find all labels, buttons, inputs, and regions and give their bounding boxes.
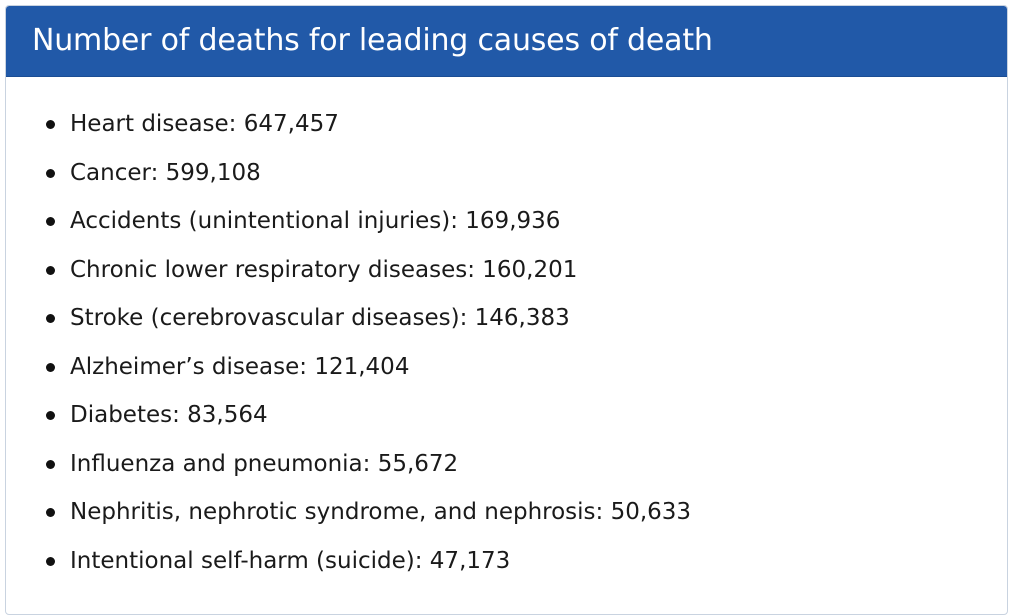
bullet-icon	[46, 120, 55, 129]
cause-label: Cancer: 599,108	[70, 159, 261, 186]
cause-label: Influenza and pneumonia: 55,672	[70, 450, 459, 477]
bullet-icon	[46, 169, 55, 178]
list-item	[6, 391, 691, 440]
panel-title: Number of deaths for leading causes of death	[32, 23, 713, 58]
cause-label: Chronic lower respiratory diseases: 160,201	[70, 256, 578, 283]
bullet-icon	[46, 314, 55, 323]
cause-label: Intentional self-harm (suicide): 47,173	[70, 547, 511, 574]
cause-label: Nephritis, nephrotic syndrome, and nephrosis: 50,633	[70, 499, 692, 525]
list-item	[6, 149, 691, 198]
list-item	[6, 488, 691, 537]
list-item	[6, 246, 691, 295]
list-item	[6, 537, 691, 586]
list-item	[6, 440, 691, 489]
list-item	[6, 197, 691, 246]
bullet-icon	[46, 217, 55, 226]
list-item	[6, 100, 691, 149]
cause-label: Alzheimer’s disease: 121,404	[70, 353, 410, 380]
list-item	[6, 294, 691, 343]
bullet-icon	[46, 363, 55, 372]
bullet-icon	[46, 508, 55, 517]
list-item	[6, 343, 691, 392]
causes-list	[6, 100, 691, 585]
panel-header	[6, 6, 1007, 77]
cause-label: Stroke (cerebrovascular diseases): 146,383	[70, 305, 570, 331]
cause-label: Accidents (unintentional injuries): 169,936	[70, 208, 561, 234]
bullet-icon	[46, 460, 55, 469]
cause-label: Heart disease: 647,457	[70, 111, 339, 137]
bullet-icon	[46, 411, 55, 420]
bullet-icon	[46, 557, 55, 566]
bullet-icon	[46, 266, 55, 275]
cause-label: Diabetes: 83,564	[70, 402, 268, 428]
deaths-panel	[5, 5, 1008, 615]
